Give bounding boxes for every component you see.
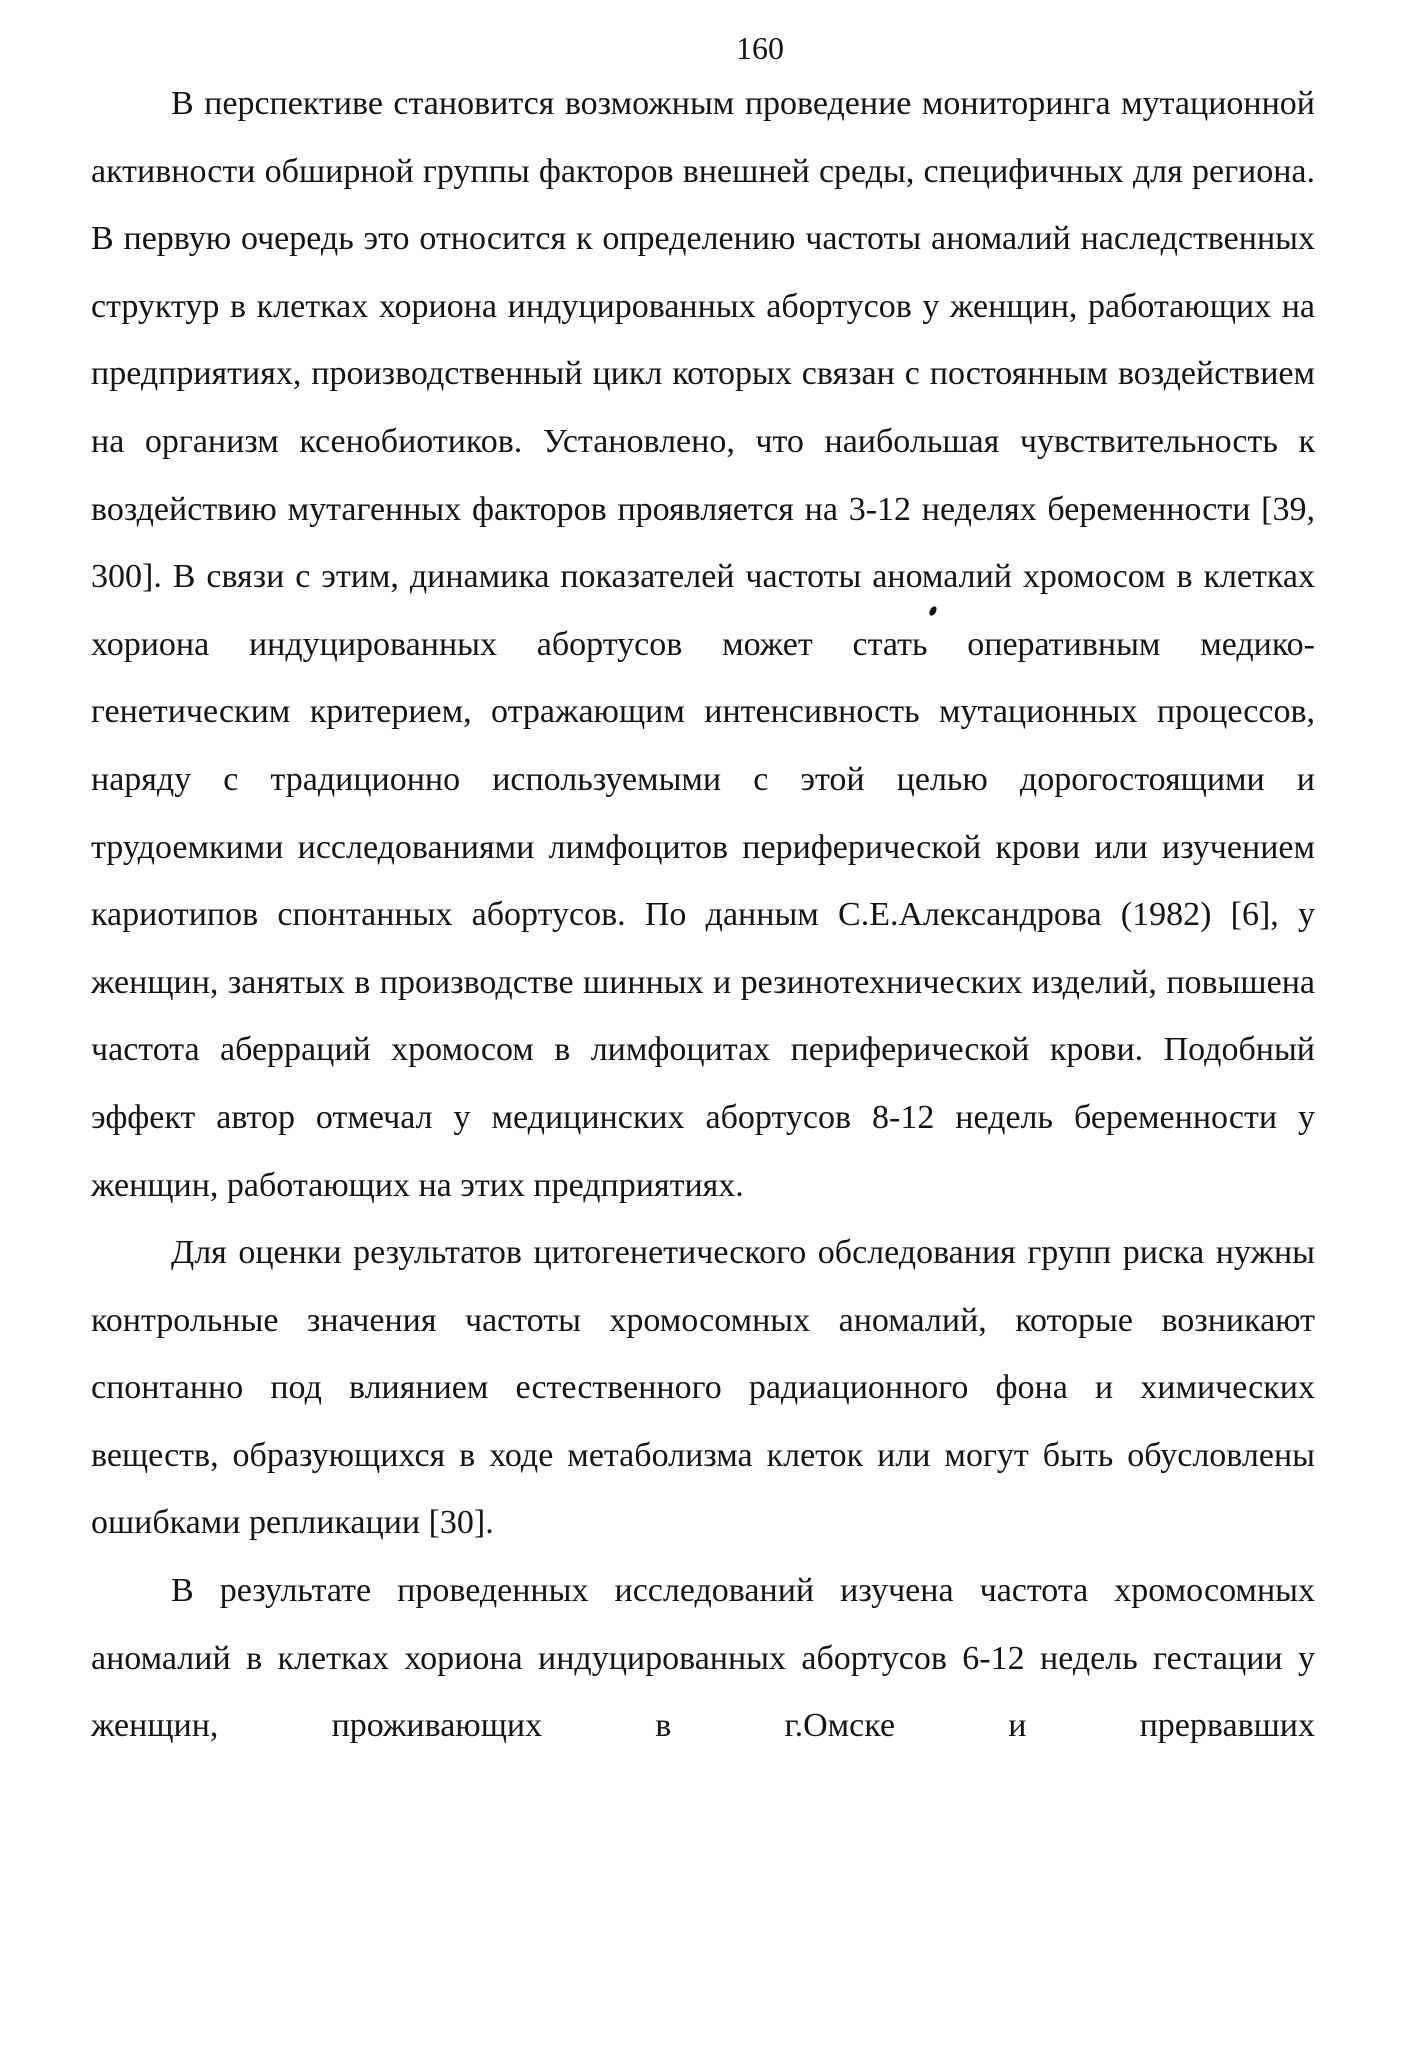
paragraph-study-results: В результате проведенных исследований изучена частота хромосомных аномалий в клетках хориона индуцированных абортусов 6-12 недель гестации у женщин, проживающих в г.Омске и прервавших (91, 1572, 1315, 1745)
paragraph-control-values: Для оценки результатов цитогенетического обследования групп риска нужны контрольные значения частоты хромосомных аномалий, которые возникают спонтанно под влиянием естественного радиационного фона и химических веществ, образующихся в ходе метаболизма клеток или могут быть обусловлены ошибками репликации [30]. (91, 1234, 1315, 1542)
paragraph-monitoring-prospects: В перспективе становится возможным проведение мониторинга мутационной активности обширной группы факторов внешней среды, специфичных для региона. В первую очередь это относится к определению частоты аномалий наследственных структур в клетках хориона индуцированных абортусов у женщин, работающих на предприятиях, производственный цикл которых связан с постоянным воздействием на организм ксенобиотиков. Установлено, что наибольшая чувствительность к воздействию мутагенных факторов проявляется на 3-12 неделях беременности [39, 300]. В связи с этим, динамика показателей частоты аномалий хромосом в клетках хориона индуцированных абортусов может стать оперативным медико-генетическим критерием, отражающим интенсивность мутационных процессов, наряду с традиционно используемыми с этой целью дорогостоящими и трудоемкими исследованиями лимфоцитов периферической крови или изучением кариотипов спонтанных абортусов. По данным С.Е.Александрова (1982) [6], у женщин, занятых в производстве шинных и резинотехнических изделий, повышена частота аберраций хромосом в лимфоцитах периферической крови. Подобный эффект автор отмечал у медицинских абортусов 8-12 недель беременности у женщин, работающих на этих предприятиях. (91, 85, 1315, 1204)
body-text (91, 70, 1315, 1760)
page-number: 160 (736, 30, 784, 66)
